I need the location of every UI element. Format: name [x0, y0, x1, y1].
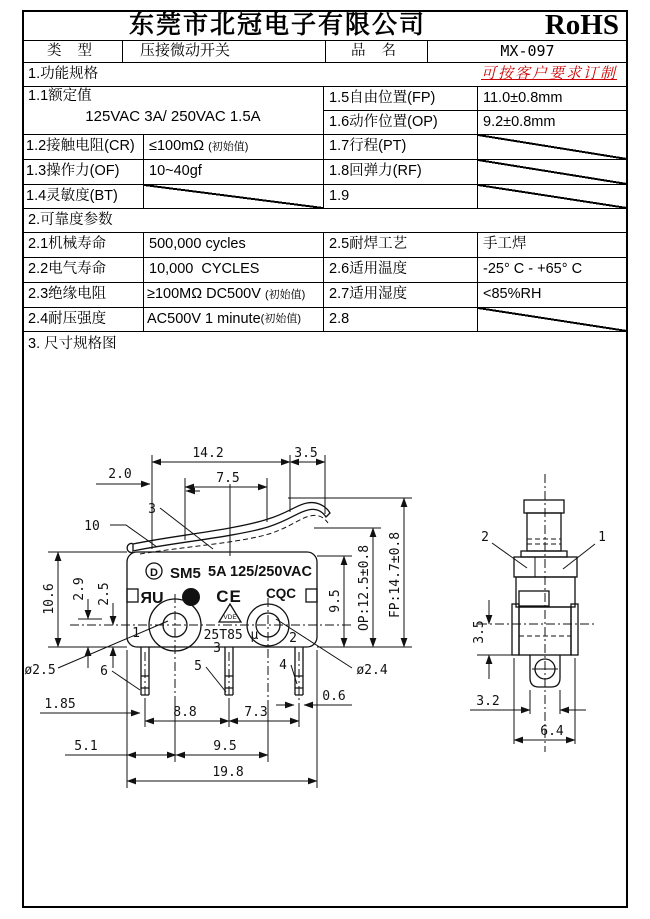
company-name: 东莞市北冠电子有限公司: [128, 11, 426, 39]
custom-order-note: 可按客户要求订制: [480, 65, 617, 83]
hole-right-dia: ø2.4: [356, 663, 388, 678]
front-view: [24, 446, 412, 788]
part-label-2: 2: [289, 631, 297, 646]
type-value: 压接微动开关: [122, 40, 326, 63]
dim-8-8: 8.8: [173, 705, 197, 720]
withstand-note: (初始值): [260, 313, 301, 326]
cqc-marking: CQC: [266, 586, 296, 601]
dim-2-5: 2.5: [97, 582, 112, 606]
side-dim-3-5: 3.5: [472, 620, 487, 644]
ce-mark-icon: CE: [216, 587, 242, 606]
insulation-value-text: ≥100MΩ DC500V: [147, 286, 261, 303]
insulation-label: 2.3绝缘电阻: [22, 282, 144, 308]
part-label-1: 1: [132, 626, 140, 641]
type-label: 类 型: [22, 40, 123, 63]
dim-5-1: 5.1: [74, 739, 98, 754]
rated-value: 125VAC 3A/ 250VAC 1.5A: [85, 107, 261, 125]
side-label-1: 1: [598, 530, 606, 545]
section-2-title: 2.可靠度参数: [22, 208, 628, 233]
part-label-10: 10: [84, 519, 100, 534]
rating-marking: 5A 125/250VAC: [208, 564, 312, 580]
side-dim-3-2: 3.2: [476, 694, 500, 709]
fp-label: 1.5自由位置(FP): [323, 86, 478, 111]
withstand-label: 2.4耐压强度: [22, 307, 144, 332]
part-label-3-top: 3: [148, 502, 156, 517]
cr-note: (初始值): [208, 140, 249, 153]
dim-7-5: 7.5: [216, 471, 240, 486]
insulation-note: (初始值): [264, 288, 306, 301]
vde-letters: VDE: [223, 614, 237, 621]
op-value: 9.2±0.8mm: [477, 110, 628, 135]
lever-arm: [127, 503, 330, 554]
terminal-pins: [141, 647, 303, 712]
dim-1-85: 1.85: [44, 697, 76, 712]
bt-label: 1.4灵敏度(BT): [22, 184, 144, 209]
t-rating-marking: 25T85 μ: [203, 628, 259, 643]
side-label-2: 2: [481, 530, 489, 545]
humidity-label: 2.7适用湿度: [323, 282, 478, 308]
dim-9-5-right: 9.5: [328, 589, 343, 613]
side-dim-6-4: 6.4: [540, 724, 564, 739]
rf-label: 1.8回弹力(RF): [323, 159, 478, 185]
part-label-6: 6: [100, 664, 108, 679]
weld-label: 2.5耐焊工艺: [323, 232, 478, 258]
side-view: [470, 474, 606, 752]
pt-label: 1.7行程(PT): [323, 134, 478, 160]
lever-hinge: [127, 543, 133, 552]
humidity-value: <85%RH: [477, 282, 628, 308]
dim-14-2: 14.2: [192, 446, 224, 461]
cert-d-letter: D: [150, 567, 158, 579]
r19-label: 1.9: [323, 184, 478, 209]
plunger-body: [527, 513, 561, 551]
ul-mark-icon: ЯU: [140, 590, 164, 607]
of-value: 10~40gf: [143, 159, 324, 185]
dim-3-5-top: 3.5: [294, 446, 318, 461]
part-label-5: 5: [194, 659, 202, 674]
dim-9-5-bottom: 9.5: [213, 739, 237, 754]
dim-2-0: 2.0: [108, 467, 132, 482]
withstand-value-text: AC500V 1 minute: [147, 310, 261, 327]
dim-op: OP:12.5±0.8: [357, 544, 372, 632]
dim-2-9: 2.9: [72, 577, 87, 601]
side-tab-left: [512, 604, 519, 655]
part-label-4: 4: [279, 658, 287, 673]
r28-label: 2.8: [323, 307, 478, 332]
dim-7-3: 7.3: [244, 705, 268, 720]
dim-10-6: 10.6: [42, 583, 57, 615]
part-label-3: 3: [213, 641, 221, 656]
section-1-title: 1.功能规格: [28, 65, 99, 82]
rohs-badge: RoHS: [544, 8, 619, 41]
dim-19-8: 19.8: [212, 765, 244, 780]
cert-s-letter: S: [186, 591, 196, 605]
hole-left-dia: ø2.5: [24, 663, 56, 678]
elec-life-value: 10,000 CYCLES: [143, 257, 324, 283]
temp-value: -25° C - +65° C: [477, 257, 628, 283]
rated-label: 1.1额定值: [28, 88, 92, 104]
plunger-collar: [521, 551, 567, 557]
model-marking: SM5: [170, 565, 201, 582]
elec-life-label: 2.2电气寿命: [22, 257, 144, 283]
plunger-cap: [524, 500, 564, 513]
product-name-label: 品 名: [325, 40, 428, 63]
section-3-title: 3. 尺寸规格图: [22, 331, 628, 357]
of-label: 1.3操作力(OF): [22, 159, 144, 185]
weld-value: 手工焊: [477, 232, 628, 258]
product-name-value: MX-097: [427, 40, 628, 63]
right-notch: [306, 589, 317, 602]
dim-fp: FP:14.7±0.8: [388, 531, 403, 619]
temp-label: 2.6适用温度: [323, 257, 478, 283]
cr-value-text: ≤100mΩ: [149, 138, 205, 155]
op-label: 1.6动作位置(OP): [323, 110, 478, 135]
mech-life-label: 2.1机械寿命: [22, 232, 144, 258]
cr-label: 1.2接触电阻(CR): [22, 134, 144, 160]
left-notch: [127, 589, 138, 602]
side-tab-right: [571, 604, 578, 655]
fp-value: 11.0±0.8mm: [477, 86, 628, 111]
mech-life-value: 500,000 cycles: [143, 232, 324, 258]
dim-0-6: 0.6: [322, 689, 346, 704]
